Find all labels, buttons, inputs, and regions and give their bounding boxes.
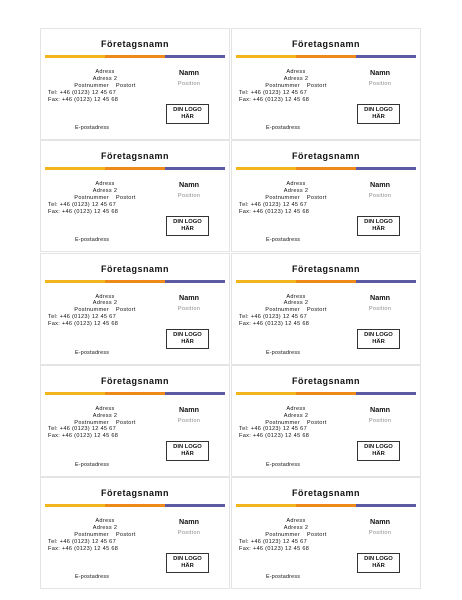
- postal-row: [236, 532, 356, 539]
- logo-placeholder[interactable]: [357, 216, 400, 236]
- stripe-orange: [296, 280, 356, 283]
- address-block: [45, 181, 165, 216]
- stripe-yellow: [45, 504, 105, 507]
- business-card[interactable]: [231, 28, 421, 140]
- logo-placeholder[interactable]: [166, 216, 209, 236]
- logo-text-2: HÄR: [372, 226, 385, 233]
- address-line-1: Adress: [95, 518, 115, 524]
- address-line-1: Adress: [286, 405, 306, 412]
- person-name: Namn: [179, 292, 199, 302]
- postal-row: [45, 195, 165, 202]
- postal-code: Postnummer: [265, 195, 301, 202]
- stripe-purple: [165, 167, 225, 170]
- company-name: Företagsnamn: [291, 263, 360, 274]
- address-block: [45, 406, 165, 441]
- postal-code: Postnummer: [74, 307, 110, 314]
- logo-placeholder[interactable]: [166, 104, 209, 124]
- address-block: [236, 406, 356, 441]
- address-line-2: Adress 2: [92, 188, 118, 195]
- business-card[interactable]: [231, 365, 421, 477]
- color-stripe: [45, 55, 225, 58]
- logo-placeholder[interactable]: [357, 553, 400, 573]
- stripe-purple: [165, 504, 225, 507]
- logo-placeholder[interactable]: [357, 329, 400, 349]
- city: Postort: [306, 195, 327, 202]
- person-name: Namn: [370, 180, 390, 190]
- person-position: Position: [177, 305, 201, 312]
- person-name: Namn: [370, 68, 390, 77]
- address-line-1: Adress: [95, 181, 115, 188]
- company-name: Företagsnamn: [100, 39, 169, 49]
- city: Postort: [115, 195, 136, 202]
- business-card[interactable]: [40, 28, 230, 140]
- person-position: Position: [368, 193, 392, 200]
- logo-text-1: DIN LOGO: [173, 443, 202, 450]
- color-stripe: [45, 504, 225, 507]
- company-name: Företagsnamn: [291, 375, 360, 386]
- email-address: E-postadress: [75, 237, 110, 244]
- logo-text-1: DIN LOGO: [173, 556, 202, 562]
- address-line-2: Adress 2: [283, 412, 309, 419]
- business-card[interactable]: [40, 253, 230, 365]
- address-line-1: Adress: [95, 405, 115, 412]
- postal-code: Postnummer: [74, 419, 110, 426]
- color-stripe: [45, 167, 225, 170]
- address-block: [236, 294, 356, 329]
- phone: Tel: +46 (0123) 12 45 67: [239, 314, 307, 321]
- person-position: Position: [368, 81, 392, 87]
- business-card[interactable]: [40, 365, 230, 477]
- stripe-orange: [296, 55, 356, 58]
- city: Postort: [115, 419, 136, 426]
- phone: Tel: +46 (0123) 12 45 67: [239, 538, 307, 545]
- stripe-orange: [105, 55, 165, 58]
- stripe-purple: [356, 280, 416, 283]
- city: Postort: [115, 307, 136, 314]
- email-address: E-postadress: [266, 125, 301, 131]
- email-address: E-postadress: [75, 461, 110, 468]
- address-line-2: Adress 2: [283, 75, 309, 82]
- company-name: Företagsnamn: [291, 39, 360, 49]
- address-line-1: Adress: [286, 181, 306, 188]
- stripe-yellow: [236, 167, 296, 170]
- stripe-purple: [356, 167, 416, 170]
- business-card[interactable]: [40, 140, 230, 252]
- stripe-orange: [296, 504, 356, 507]
- postal-row: [236, 83, 356, 90]
- phone: Tel: +46 (0123) 12 45 67: [48, 201, 116, 208]
- logo-placeholder[interactable]: [357, 441, 400, 461]
- color-stripe: [45, 280, 225, 283]
- stripe-purple: [165, 55, 225, 58]
- fax: Fax: +46 (0123) 12 45 68: [48, 96, 119, 103]
- postal-row: [236, 195, 356, 202]
- phone: Tel: +46 (0123) 12 45 67: [48, 426, 116, 433]
- stripe-yellow: [236, 55, 296, 58]
- logo-text-1: DIN LOGO: [173, 219, 202, 226]
- business-card[interactable]: [231, 253, 421, 365]
- company-name: Företagsnamn: [100, 263, 169, 274]
- email-address: E-postadress: [266, 574, 301, 580]
- address-line-1: Adress: [286, 293, 306, 300]
- stripe-orange: [296, 392, 356, 395]
- company-name: Företagsnamn: [100, 375, 169, 386]
- person-name: Namn: [370, 292, 390, 302]
- address-line-1: Adress: [286, 69, 306, 75]
- fax: Fax: +46 (0123) 12 45 68: [239, 96, 310, 103]
- logo-placeholder[interactable]: [166, 553, 209, 573]
- person-position: Position: [177, 417, 201, 424]
- logo-placeholder[interactable]: [166, 441, 209, 461]
- address-line-2: Adress 2: [283, 524, 309, 531]
- postal-row: [45, 307, 165, 314]
- stripe-orange: [296, 167, 356, 170]
- postal-row: [236, 307, 356, 314]
- logo-placeholder[interactable]: [166, 329, 209, 349]
- logo-placeholder[interactable]: [357, 104, 400, 124]
- city: Postort: [306, 82, 327, 89]
- phone: Tel: +46 (0123) 12 45 67: [239, 89, 307, 96]
- address-line-1: Adress: [286, 518, 306, 524]
- address-line-1: Adress: [95, 69, 115, 75]
- logo-text-2: HÄR: [181, 563, 194, 569]
- person-name: Namn: [179, 517, 199, 526]
- stripe-orange: [105, 280, 165, 283]
- logo-text-2: HÄR: [181, 450, 194, 457]
- logo-text-1: DIN LOGO: [364, 219, 393, 226]
- stripe-yellow: [45, 392, 105, 395]
- stripe-purple: [356, 55, 416, 58]
- address-block: [45, 294, 165, 329]
- address-block: [236, 69, 356, 104]
- city: Postort: [115, 82, 136, 89]
- phone: Tel: +46 (0123) 12 45 67: [239, 201, 307, 208]
- stripe-yellow: [45, 167, 105, 170]
- email-address: E-postadress: [75, 574, 110, 580]
- stripe-purple: [165, 280, 225, 283]
- logo-text-2: HÄR: [181, 338, 194, 345]
- business-card[interactable]: [231, 477, 421, 589]
- city: Postort: [306, 531, 327, 538]
- logo-text-2: HÄR: [372, 338, 385, 345]
- stripe-purple: [356, 392, 416, 395]
- stripe-purple: [356, 504, 416, 507]
- person-name: Namn: [179, 404, 199, 414]
- stripe-yellow: [45, 280, 105, 283]
- business-card[interactable]: [231, 140, 421, 252]
- address-block: [45, 518, 165, 553]
- color-stripe: [236, 392, 416, 395]
- address-line-2: Adress 2: [283, 300, 309, 307]
- fax: Fax: +46 (0123) 12 45 68: [239, 433, 310, 440]
- color-stripe: [236, 504, 416, 507]
- logo-text-1: DIN LOGO: [364, 107, 393, 113]
- address-block: [236, 181, 356, 216]
- fax: Fax: +46 (0123) 12 45 68: [48, 208, 119, 215]
- business-card-sheet: [40, 28, 421, 589]
- address-line-2: Adress 2: [92, 524, 118, 531]
- stripe-purple: [165, 392, 225, 395]
- postal-code: Postnummer: [265, 82, 301, 89]
- address-block: [45, 69, 165, 104]
- address-line-2: Adress 2: [92, 75, 118, 82]
- person-name: Namn: [179, 68, 199, 77]
- postal-code: Postnummer: [74, 195, 110, 202]
- postal-code: Postnummer: [265, 419, 301, 426]
- stripe-orange: [105, 504, 165, 507]
- postal-code: Postnummer: [74, 82, 110, 89]
- color-stripe: [236, 167, 416, 170]
- company-name: Företagsnamn: [100, 488, 169, 498]
- fax: Fax: +46 (0123) 12 45 68: [48, 545, 119, 552]
- person-position: Position: [177, 81, 201, 87]
- address-block: [236, 518, 356, 553]
- city: Postort: [306, 419, 327, 426]
- stripe-orange: [105, 392, 165, 395]
- person-position: Position: [177, 193, 201, 200]
- color-stripe: [236, 280, 416, 283]
- phone: Tel: +46 (0123) 12 45 67: [48, 314, 116, 321]
- city: Postort: [306, 307, 327, 314]
- email-address: E-postadress: [266, 461, 301, 468]
- logo-text-1: DIN LOGO: [364, 331, 393, 338]
- postal-row: [45, 83, 165, 90]
- logo-text-2: HÄR: [181, 226, 194, 233]
- postal-code: Postnummer: [265, 307, 301, 314]
- stripe-yellow: [236, 504, 296, 507]
- address-line-2: Adress 2: [283, 188, 309, 195]
- address-line-2: Adress 2: [92, 412, 118, 419]
- logo-text-2: HÄR: [372, 114, 385, 120]
- phone: Tel: +46 (0123) 12 45 67: [48, 89, 116, 96]
- stripe-yellow: [45, 55, 105, 58]
- phone: Tel: +46 (0123) 12 45 67: [239, 426, 307, 433]
- stripe-orange: [105, 167, 165, 170]
- logo-text-1: DIN LOGO: [364, 556, 393, 562]
- postal-code: Postnummer: [265, 531, 301, 538]
- email-address: E-postadress: [266, 349, 301, 356]
- person-name: Namn: [370, 404, 390, 414]
- fax: Fax: +46 (0123) 12 45 68: [239, 321, 310, 328]
- email-address: E-postadress: [75, 349, 110, 356]
- company-name: Företagsnamn: [291, 151, 360, 162]
- company-name: Företagsnamn: [100, 151, 169, 162]
- person-position: Position: [368, 417, 392, 424]
- company-name: Företagsnamn: [291, 488, 360, 498]
- logo-text-1: DIN LOGO: [173, 107, 202, 113]
- person-name: Namn: [370, 517, 390, 526]
- email-address: E-postadress: [75, 125, 110, 131]
- color-stripe: [236, 55, 416, 58]
- postal-row: [45, 420, 165, 427]
- phone: Tel: +46 (0123) 12 45 67: [48, 538, 116, 545]
- city: Postort: [115, 531, 136, 538]
- postal-row: [45, 532, 165, 539]
- logo-text-2: HÄR: [372, 450, 385, 457]
- logo-text-2: HÄR: [372, 563, 385, 569]
- person-position: Position: [368, 530, 392, 536]
- logo-text-2: HÄR: [181, 114, 194, 120]
- logo-text-1: DIN LOGO: [364, 443, 393, 450]
- color-stripe: [45, 392, 225, 395]
- stripe-yellow: [236, 280, 296, 283]
- person-position: Position: [368, 305, 392, 312]
- email-address: E-postadress: [266, 237, 301, 244]
- stripe-yellow: [236, 392, 296, 395]
- person-position: Position: [177, 530, 201, 536]
- fax: Fax: +46 (0123) 12 45 68: [48, 433, 119, 440]
- fax: Fax: +46 (0123) 12 45 68: [239, 545, 310, 552]
- fax: Fax: +46 (0123) 12 45 68: [48, 321, 119, 328]
- business-card[interactable]: [40, 477, 230, 589]
- postal-row: [236, 420, 356, 427]
- fax: Fax: +46 (0123) 12 45 68: [239, 208, 310, 215]
- logo-text-1: DIN LOGO: [173, 331, 202, 338]
- person-name: Namn: [179, 180, 199, 190]
- address-line-2: Adress 2: [92, 300, 118, 307]
- postal-code: Postnummer: [74, 531, 110, 538]
- address-line-1: Adress: [95, 293, 115, 300]
